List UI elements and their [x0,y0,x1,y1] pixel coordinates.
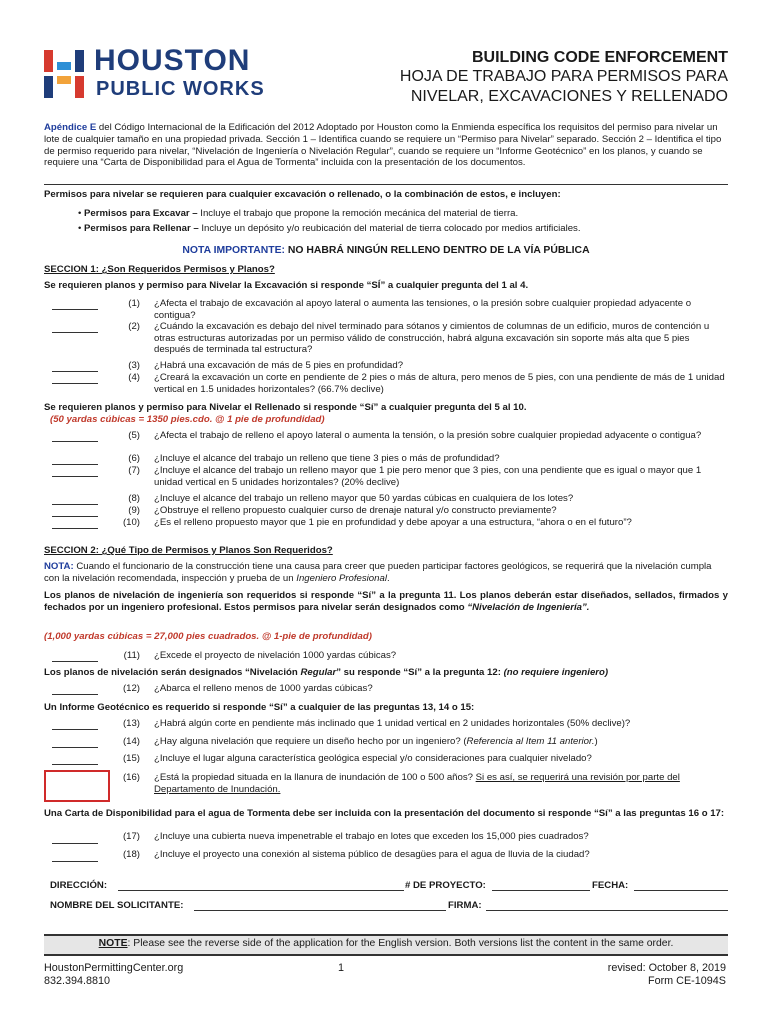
engineering-conversion-note: (1,000 yardas cúbicas = 27,000 pies cuadrados. @ 1-pie de profundidad) [44,631,372,642]
date-label: FECHA: [592,880,629,891]
question-number: (4) [128,372,140,383]
address-field[interactable] [118,880,404,891]
footer-website: HoustonPermittingCenter.org [44,962,184,974]
intro-paragraph [44,122,728,169]
question-number: (2) [128,321,140,332]
section2-note: NOTA: Cuando el funcionario de la construcción tiene una causa para creer que pueden participar factores geológicos, se requerirá que la nivelación cumpla con la nivelación recomendada, inspección y prueba de un Ingeniero Profesional. [44,561,712,584]
answer-blank-6[interactable] [52,455,98,465]
question-number: (11) [123,650,140,661]
applicant-name-label: NOMBRE DEL SOLICITANTE: [50,900,184,911]
document-title: BUILDING CODE ENFORCEMENT [472,49,728,66]
houston-h-logo-icon [44,46,88,102]
date-field[interactable] [634,880,728,891]
question-number: (5) [128,430,140,441]
question-2-text: ¿Cuándo la excavación es debajo del nivel terminado para sótanos y cimientos de columnas de un edificio, muros de contención u otras estructuras autorizadas por un permiso válido de construcción, habrá alguna excavación sin soporte más alta que 5 pies después de terminada tal estructura? [154,321,710,356]
address-label: DIRECCIÓN: [50,880,108,891]
question-number: (8) [128,493,140,504]
question-number: (15) [122,753,140,764]
engineering-grading-text: Los planos de nivelación de ingeniería son requeridos si responde “Sí” a la pregunta 11. Los planos deberán estar diseñados, sellados, firmados y fechados por un ingeniero profesional. Estos permisos para nivelar serán designados como “Nivelación de Ingeniería”. [44,590,728,613]
fill-conversion-note: (50 yardas cúbicas = 1350 pies.cdo. @ 1 pie de profundidad) [50,414,325,425]
answer-blank-17[interactable] [52,834,98,844]
english-version-note: NOTE: Please see the reverse side of the application for the English version. Both versions list the content in the same order. [98,938,674,949]
question-11-text: ¿Excede el proyecto de nivelación 1000 yardas cúbicas? [154,650,397,661]
bullet-fill: • Permisos para Rellenar – Incluye un depósito y/o reubicación del material de tierra colocado por medios artificiales. [78,223,581,234]
question-10-text: ¿Es el relleno propuesto mayor que 1 pie en profundidad y debe apoyar a una estructura, “ahora o en el futuro”? [154,517,632,528]
regular-grading-text: Los planos de nivelación serán designados “Nivelación Regular” su responde “Sí” a la pregunta 12: (no requiere ingeniero) [44,667,609,678]
storm-water-heading: Una Carta de Disponibilidad para el agua de Tormenta debe ser incluida con la presentación del documento si responde “Sí” a las preguntas 16 o 17: [44,808,725,819]
geotech-heading: Un Informe Geotécnico es requerido si responde “Sí” a cualquier de las preguntas 13, 14 o 15: [44,702,475,713]
question-13-text: ¿Habrá algún corte en pendiente más inclinado que 1 unidad vertical en 2 unidades horizontales (50% declive)? [154,718,631,729]
answer-blank-18[interactable] [52,852,98,862]
question-number: (13) [122,718,140,729]
question-16-text: ¿Está la propiedad situada en la llanura de inundación de 100 o 500 años? Si es así, se requerirá una revisión por parte del Departamento de Inundación. [154,772,680,795]
question-12-text: ¿Abarca el relleno menos de 1000 yardas cúbicas? [154,683,373,694]
answer-blank-11[interactable] [52,652,98,662]
question-number: (1) [128,298,140,309]
question-7-text: ¿Incluye el alcance del trabajo un relleno mayor que 1 pie pero menor que 3 pies, con una pendiente que es igual o mayor que 1 unidad vertical en 5 unidades horizontales? (20% declive) [154,465,702,488]
footer-form-number: Form CE-1094S [647,975,726,987]
answer-blank-3[interactable] [52,362,98,372]
question-number: (9) [128,505,140,516]
question-8-text: ¿Incluye el alcance del trabajo un relleno mayor que 50 yardas cúbicas en cualquiera de los lotes? [154,493,574,504]
answer-blank-14[interactable] [52,738,98,748]
answer-blank-4[interactable] [52,374,98,384]
section1-excavation-heading: Se requieren planos y permiso para Nivelar la Excavación si responde “SÍ” a cualquier pregunta del 1 al 4. [44,280,529,291]
question-4-text: ¿Creará la excavación un corte en pendiente de 2 pies o más de altura, pero menos de 5 pies, con una pendiente de más de 1 unidad vertical en 1.5 unidades horizontales? (66.7% declive) [154,372,725,395]
answer-blank-5[interactable] [52,432,98,442]
signature-label: FIRMA: [448,900,482,911]
section1-title: SECCION 1: ¿Son Requeridos Permisos y Planos? [44,264,275,275]
answer-blank-8[interactable] [52,495,98,505]
question-number: (12) [122,683,140,694]
answer-blank-10[interactable] [52,519,98,529]
question-number: (17) [122,831,140,842]
question-9-text: ¿Obstruye el relleno propuesto cualquier curso de drenaje natural y/o constructo previamente? [154,505,557,516]
signature-field[interactable] [486,900,728,911]
answer-box-16[interactable] [44,770,110,802]
permits-intro: Permisos para nivelar se requieren para cualquier excavación o rellenado, o la combinación de estos, e incluyen: [44,189,561,200]
project-number-field[interactable] [492,880,590,891]
divider [44,184,728,185]
answer-blank-15[interactable] [52,755,98,765]
question-number: (7) [128,465,140,476]
logo-houston-text: HOUSTON [94,44,251,77]
footer-phone: 832.394.8810 [44,975,111,987]
question-number: (14) [122,736,140,747]
question-number: (3) [128,360,140,371]
question-14-text: ¿Hay alguna nivelación que requiere un diseño hecho por un ingeniero? (Referencia al Item 11 anterior.) [154,736,598,747]
question-3-text: ¿Habrá una excavación de más de 5 pies en profundidad? [154,360,404,371]
question-number: (18) [122,849,140,860]
document-subtitle-line2: NIVELAR, EXCAVACIONES Y RELLENADO [410,88,728,105]
answer-blank-12[interactable] [52,685,98,695]
question-5-text: ¿Afecta el trabajo de relleno el apoyo lateral o aumenta la tensión, o la presión sobre cualquier propiedad adyacente o contigua? [154,430,702,441]
question-6-text: ¿Incluye el alcance del trabajo un relleno que tiene 3 pies o más de profundidad? [154,453,500,464]
question-15-text: ¿Incluye el lugar alguna característica geológica especial y/o consideraciones para cualquier nivelado? [154,753,592,764]
bullet-excavate: • Permisos para Excavar – Incluye el trabajo que propone la remoción mecánica del material de tierra. [78,208,519,219]
answer-blank-9[interactable] [52,507,98,517]
footer-revised-date: revised: October 8, 2019 [607,962,726,974]
section1-fill-heading: Se requieren planos y permiso para Nivelar el Rellenado si responde “Sí” a cualquier pregunta del 5 al 10. [44,402,527,413]
answer-blank-13[interactable] [52,720,98,730]
question-1-text: ¿Afecta el trabajo de excavación al apoyo lateral o aumenta las tensiones, o la presión sobre cualquier propiedad adyacente o contigua? [154,298,692,321]
document-subtitle-line1: HOJA DE TRABAJO PARA PERMISOS PARA [399,68,728,85]
answer-blank-2[interactable] [52,323,98,333]
question-number: (16) [122,772,140,783]
answer-blank-7[interactable] [52,467,98,477]
page-number: 1 [338,962,345,974]
question-17-text: ¿Incluye una cubierta nueva impenetrable el trabajo en lotes que exceden los 15,000 pies cuadrados? [154,831,589,842]
applicant-name-field[interactable] [194,900,446,911]
intro-text: del Código Internacional de la Edificación del 2012 Adoptado por Houston como la Enmienda específica los requisitos del permiso para nivelar un lote de cualquier tamaño en una propiedad privada. Sección 1 – Identifica cuando se requiere un “Permiso para Nivelar” separado. Sección 2 – Identifica el tipo de permiso requerido para nivelar, “Nivelación de Ingeniería o Nivelación Regular”, cuando se requiere un “Informe Geotécnico” en los planos, y cuando se requiere una “Carta de Disponibilidad para el Agua de Tormenta” incluida con la presentación de los documentos. [44,122,722,169]
question-number: (10) [122,517,140,528]
project-number-label: # DE PROYECTO: [405,880,486,891]
important-note: NOTA IMPORTANTE: NO HABRÁ NINGÚN RELLENO DENTRO DE LA VÍA PÚBLICA [182,245,590,256]
section2-title: SECCION 2: ¿Qué Tipo de Permisos y Planos Son Requeridos? [44,545,333,556]
answer-blank-1[interactable] [52,300,98,310]
logo-public-works-text: PUBLIC WORKS [96,78,265,100]
question-18-text: ¿Incluye el proyecto una conexión al sistema público de desagües para el agua de lluvia de la ciudad? [154,849,590,860]
appendix-label: Apéndice E [44,122,97,133]
question-number: (6) [128,453,140,464]
